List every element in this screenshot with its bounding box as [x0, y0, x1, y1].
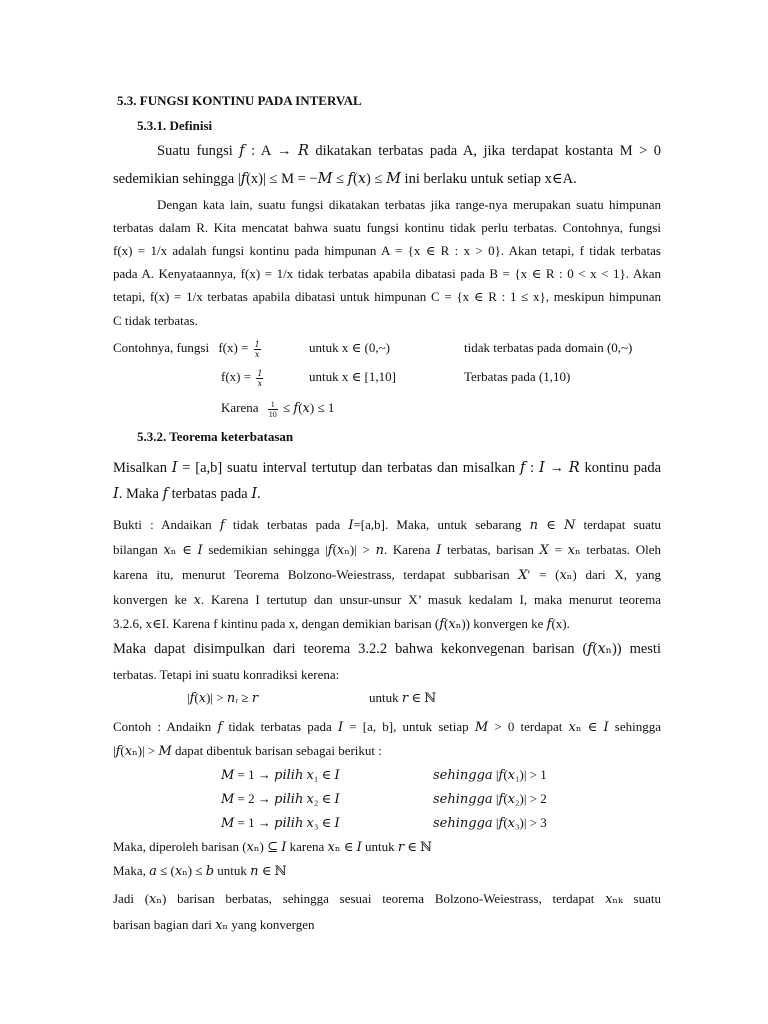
jadi-line-2: barisan bagian dari 𝑥ₙ yang konvergen: [113, 917, 315, 932]
contradiction-condition: untuk 𝑟 ∈ ℕ: [369, 690, 437, 705]
proof-line-3: karena itu, menurut Teorema Bolzono-Weiestrass, terdapat subbarisan 𝑋′ = (𝑥ₙ) dari X, yang: [113, 567, 661, 582]
example-cond-2: untuk x ∈ [1,10]: [309, 369, 396, 384]
definition-line-1: Suatu fungsi 𝑓 : A → 𝑅 dikatakan terbatas pada A, jika terdapat kostanta M > 0: [157, 143, 661, 159]
definition-line-2: sedemikian sehingga |𝑓(x)| ≤ M = −𝑀 ≤ 𝑓(𝑥) ≤ 𝑀 ini berlaku untuk setiap x∈A.: [113, 171, 577, 187]
conclusion-line-2: terbatas. Tetapi ini suatu konradiksi kerena:: [113, 667, 340, 682]
example-result-2: Terbatas pada (1,10): [464, 369, 571, 384]
sequence-left-3: 𝑀 = 1 → 𝑝𝑖𝑙𝑖ℎ 𝑥₃ ∈ 𝐼: [221, 815, 340, 830]
proof-line-1: Bukti : Andaikan 𝑓 tidak terbatas pada 𝐼=[a,b]. Maka, untuk sebarang 𝑛 ∈ 𝑁 terdapat suatu: [113, 517, 661, 532]
subsection-definisi: 5.3.1. Definisi: [137, 118, 213, 133]
sequence-left-2: 𝑀 = 2 → 𝑝𝑖𝑙𝑖ℎ 𝑥₂ ∈ 𝐼: [221, 791, 340, 806]
maka-line-1: Maka, diperoleh barisan (𝑥ₙ) ⊆ 𝐼 karena 𝑥ₙ ∈ 𝐼 untuk 𝑟 ∈ ℕ: [113, 839, 433, 854]
fraction-1-over-x-2: $\frac{1}{x}$: [257, 368, 263, 388]
contoh-line-1: Contoh : Andaikn 𝑓 tidak terbatas pada 𝐼 = [a, b], untuk setiap 𝑀 > 0 terdapat 𝑥ₙ ∈ 𝐼 sehingga: [113, 719, 661, 734]
karena-inequality: ≤ 𝑓(𝑥) ≤ 1: [283, 400, 335, 415]
sequence-left-1: 𝑀 = 1 → 𝑝𝑖𝑙𝑖ℎ 𝑥₁ ∈ 𝐼: [221, 767, 340, 782]
sequence-right-3: 𝑠𝑒ℎ𝑖𝑛𝑔𝑔𝑎 |𝑓(𝑥₃)| > 3: [433, 815, 547, 830]
proof-line-2: bilangan 𝑥ₙ ∈ 𝐼 sedemikian sehingga |𝑓(𝑥ₙ)| > 𝑛. Karena 𝐼 terbatas, barisan 𝑋 = 𝑥ₙ terbatas. Oleh: [113, 542, 661, 557]
example-fx-2: f(x) =: [221, 369, 252, 384]
sequence-right-2: 𝑠𝑒ℎ𝑖𝑛𝑔𝑔𝑎 |𝑓(𝑥₂)| > 2: [433, 791, 547, 806]
conclusion-line-1: Maka dapat disimpulkan dari teorema 3.2.2 bahwa kekonvegenan barisan (𝑓(𝑥ₙ)) mesti: [113, 641, 661, 657]
fraction-1-over-10: $\frac{1}{10}$: [268, 399, 277, 419]
paragraph-line-1: Dengan kata lain, suatu fungsi dikatakan terbatas jika range-nya merupakan suatu himpunan: [157, 197, 661, 212]
paragraph-line-2: terbatas dalam R. Kita mencatat bahwa suatu fungsi kontinu tidak perlu terbatas. Contohnya, fungsi: [113, 220, 661, 235]
section-heading: 5.3. FUNGSI KONTINU PADA INTERVAL: [117, 93, 362, 108]
proof-line-4: konvergen ke 𝑥. Karena I tertutup dan unsur-unsur X’ masuk kedalam I, maka menurut teorema: [113, 592, 661, 607]
contradiction-inequality: |𝑓(𝑥)| > 𝑛ᵣ ≥ 𝑟: [187, 690, 259, 705]
jadi-line-1: Jadi (𝑥ₙ) barisan berbatas, sehingga sesuai teorema Bolzono-Weiestrass, terdapat 𝑥ₙₖ suatu: [113, 891, 661, 906]
paragraph-line-5: tetapi, f(x) = 1/x terbatas apabila dibatasi untuk himpunan C = {x ∈ R : 1 ≤ x}, meskipun himpunan: [113, 289, 661, 304]
example-row-2: [221, 368, 265, 388]
example-karena: Karena $\frac{1}{10}$ ≤ 𝑓(𝑥) ≤ 1: [221, 399, 335, 419]
theorem-line-2: 𝐼. Maka 𝑓 terbatas pada 𝐼.: [113, 486, 261, 502]
example-result-1: tidak terbatas pada domain (0,~): [464, 340, 633, 355]
maka-line-2: Maka, 𝑎 ≤ (𝑥ₙ) ≤ 𝑏 untuk 𝑛 ∈ ℕ: [113, 863, 287, 878]
contoh-line-2: |𝑓(𝑥ₙ)| > 𝑀 dapat dibentuk barisan sebagai berikut :: [113, 743, 382, 758]
example-prefix: Contohnya, fungsi: [113, 340, 210, 355]
subsection-teorema: 5.3.2. Teorema keterbatasan: [137, 429, 294, 444]
paragraph-line-6: C tidak terbatas.: [113, 313, 198, 328]
theorem-line-1: Misalkan 𝐼 = [a,b] suatu interval tertutup dan terbatas dan misalkan 𝑓 : 𝐼 → 𝑅 kontinu pada: [113, 460, 661, 476]
paragraph-line-3: f(x) = 1/x adalah fungsi kontinu pada himpunan A = {x ∈ R : x > 0}. Akan tetapi, f tidak terbatas: [113, 243, 661, 258]
fraction-1-over-x: $\frac{1}{x}$: [254, 339, 260, 359]
example-cond-1: untuk x ∈ (0,~): [309, 340, 390, 355]
example-fx-1: f(x) =: [218, 340, 249, 355]
sequence-right-1: 𝑠𝑒ℎ𝑖𝑛𝑔𝑔𝑎 |𝑓(𝑥₁)| > 1: [433, 767, 547, 782]
paragraph-line-4: pada A. Kenyataannya, f(x) = 1/x tidak terbatas apabila dibatasi pada B = {x ∈ R : 0 < x < 1}. Akan: [113, 266, 661, 281]
example-row-1: [113, 339, 263, 359]
proof-line-5: 3.2.6, x∈I. Karena f kintinu pada x, dengan demikian barisan (𝑓(𝑥ₙ)) konvergen ke 𝑓(x).: [113, 616, 570, 631]
